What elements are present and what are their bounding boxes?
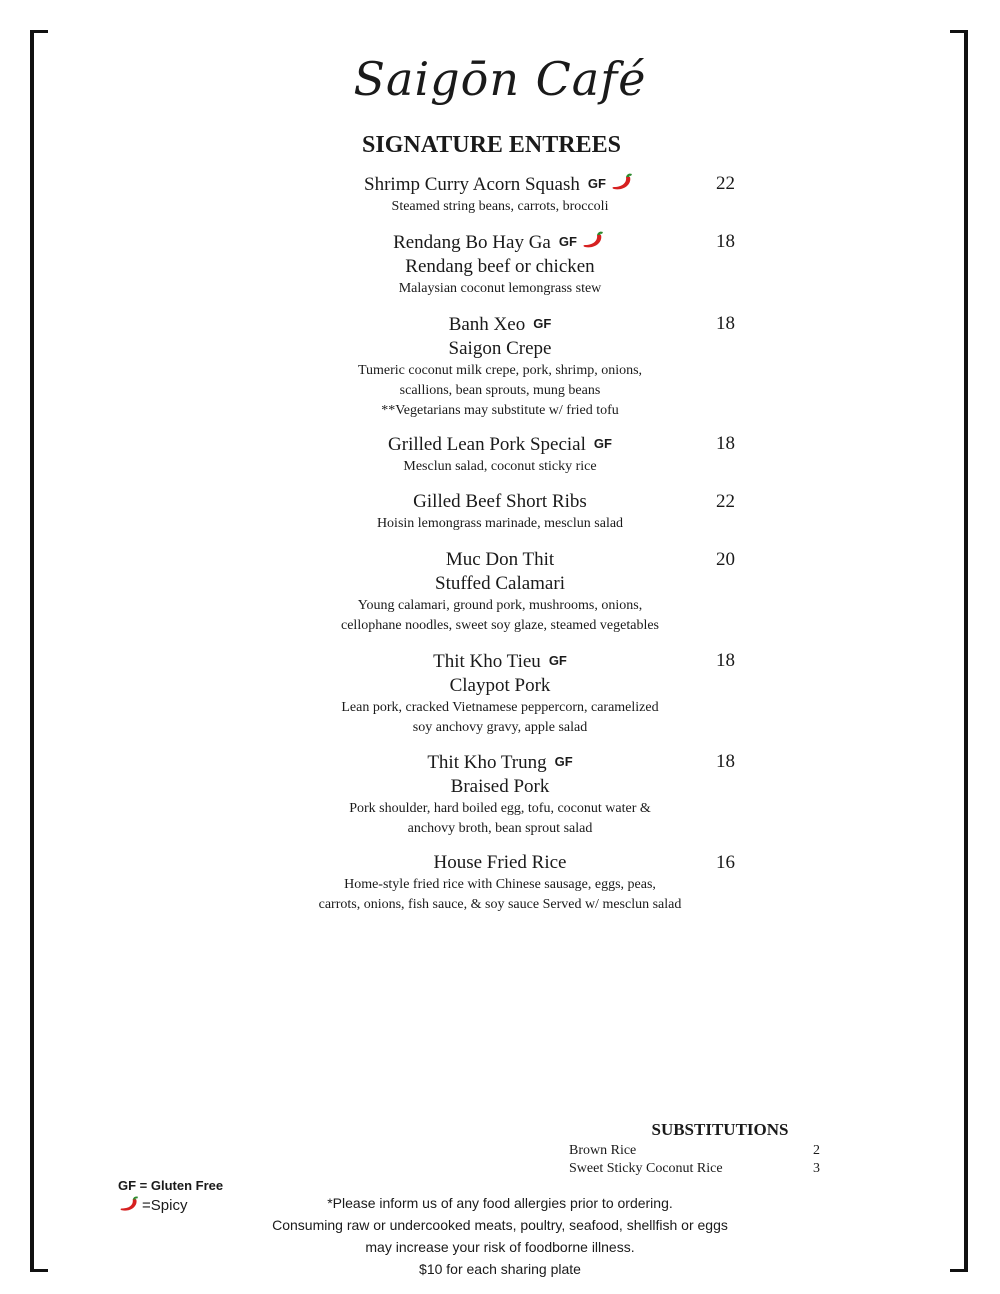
restaurant-name: Saigōn Café <box>353 52 647 106</box>
menu-item-subname: Saigon Crepe <box>448 338 552 359</box>
note-line: $10 for each sharing plate <box>419 1261 581 1277</box>
menu-item-description: carrots, onions, fish sauce, & soy sauce Served w/ mesclun salad <box>318 897 682 912</box>
menu-item-description: soy anchovy gravy, apple salad <box>412 720 588 735</box>
note-line: Consuming raw or undercooked meats, poultry, seafood, shellfish or eggs <box>272 1217 728 1233</box>
menu-item-description: Pork shoulder, hard boiled egg, tofu, coconut water & <box>349 801 651 816</box>
menu-item-price: 16 <box>716 852 735 873</box>
menu-item <box>200 172 800 217</box>
menu-item-name <box>200 750 800 775</box>
menu-item-price: 18 <box>716 433 735 454</box>
gluten-free-badge: GF <box>533 316 552 331</box>
substitution-item <box>560 1142 830 1160</box>
gluten-free-badge: GF <box>548 653 567 668</box>
left-frame-bracket <box>30 30 48 1272</box>
gluten-free-badge: GF <box>554 754 573 769</box>
menu-item-price: 20 <box>716 549 735 570</box>
menu-item <box>200 851 800 915</box>
menu-item-description: Malaysian coconut lemongrass stew <box>398 281 602 296</box>
menu-item <box>200 490 800 534</box>
chili-pepper-icon <box>581 230 607 250</box>
menu-item-name <box>200 548 800 572</box>
menu-item-name <box>200 172 800 197</box>
menu-item-name-text: Thit Kho Tieu <box>433 651 541 672</box>
menu-item-subname: Braised Pork <box>450 776 550 797</box>
substitution-item <box>560 1160 830 1178</box>
substitutions-title: SUBSTITUTIONS <box>651 1120 789 1139</box>
gluten-free-badge: GF <box>587 176 606 191</box>
menu-item <box>200 432 800 477</box>
gluten-free-badge: GF <box>593 436 612 451</box>
menu-item-description: Tumeric coconut milk crepe, pork, shrimp, onions, <box>357 363 643 378</box>
menu-item <box>200 649 800 738</box>
note-line: *Please inform us of any food allergies prior to ordering. <box>327 1195 673 1211</box>
notes <box>200 1192 800 1280</box>
menu-item-name-text: Thit Kho Trung <box>427 752 547 773</box>
menu-item-description: **Vegetarians may substitute w/ fried tofu <box>381 403 619 418</box>
chili-pepper-icon <box>610 172 636 192</box>
menu-item-subname: Stuffed Calamari <box>435 573 565 594</box>
legend-gluten-free: GF = Gluten Free <box>118 1178 224 1193</box>
menu-item-subname: Rendang beef or chicken <box>405 256 595 277</box>
substitutions <box>560 1120 830 1178</box>
gluten-free-badge: GF <box>558 234 577 249</box>
substitution-price: 3 <box>813 1161 820 1176</box>
menu-item-name-text: House Fried Rice <box>433 852 567 873</box>
menu-item-name-text: Banh Xeo <box>448 314 526 335</box>
menu-item-name-text: Rendang Bo Hay Ga <box>393 232 551 253</box>
section-title: SIGNATURE ENTREES <box>362 132 621 158</box>
menu-item-description: Hoisin lemongrass marinade, mesclun salad <box>376 516 624 531</box>
menu-item-description: anchovy broth, bean sprout salad <box>407 821 593 836</box>
substitution-name: Sweet Sticky Coconut Rice <box>569 1161 723 1176</box>
menu-item-price: 18 <box>716 231 735 252</box>
substitution-price: 2 <box>813 1143 820 1158</box>
menu-item-price: 18 <box>716 650 735 671</box>
menu-item <box>200 750 800 839</box>
menu-item-name <box>200 490 800 514</box>
menu-item-name <box>200 649 800 674</box>
chili-pepper-icon <box>118 1195 142 1213</box>
menu-item-price: 22 <box>716 491 735 512</box>
menu-item-description: cellophane noodles, sweet soy glaze, steamed vegetables <box>341 618 659 633</box>
note-line: may increase your risk of foodborne illness. <box>365 1239 635 1255</box>
menu-item-name <box>200 851 800 875</box>
menu-item-description: Young calamari, ground pork, mushrooms, onions, <box>357 598 643 613</box>
menu-item-name <box>200 432 800 457</box>
legend-spicy-label: =Spicy <box>142 1197 188 1214</box>
right-frame-bracket <box>950 30 968 1272</box>
menu-item-name-text: Grilled Lean Pork Special <box>388 434 586 455</box>
menu-item-price: 18 <box>716 313 735 334</box>
menu-item-name <box>200 312 800 337</box>
menu-item <box>200 230 800 299</box>
menu-item-description: Home-style fried rice with Chinese sausage, eggs, peas, <box>344 877 656 892</box>
menu-item-name-text: Shrimp Curry Acorn Squash <box>364 174 580 195</box>
menu-item-description: Mesclun salad, coconut sticky rice <box>403 459 597 474</box>
menu-item-description: Steamed string beans, carrots, broccoli <box>391 199 609 214</box>
substitution-name: Brown Rice <box>569 1143 637 1158</box>
menu-item-price: 18 <box>716 751 735 772</box>
menu-item-description: Lean pork, cracked Vietnamese peppercorn, caramelized <box>341 700 659 715</box>
menu-item-name <box>200 230 800 255</box>
menu-item <box>200 548 800 636</box>
menu-item-name-text: Muc Don Thit <box>445 549 555 570</box>
menu-item-subname: Claypot Pork <box>449 675 551 696</box>
menu-item-name-text: Gilled Beef Short Ribs <box>413 491 587 512</box>
menu-item <box>200 312 800 421</box>
menu-item-price: 22 <box>716 173 735 194</box>
menu-item-description: scallions, bean sprouts, mung beans <box>399 383 601 398</box>
